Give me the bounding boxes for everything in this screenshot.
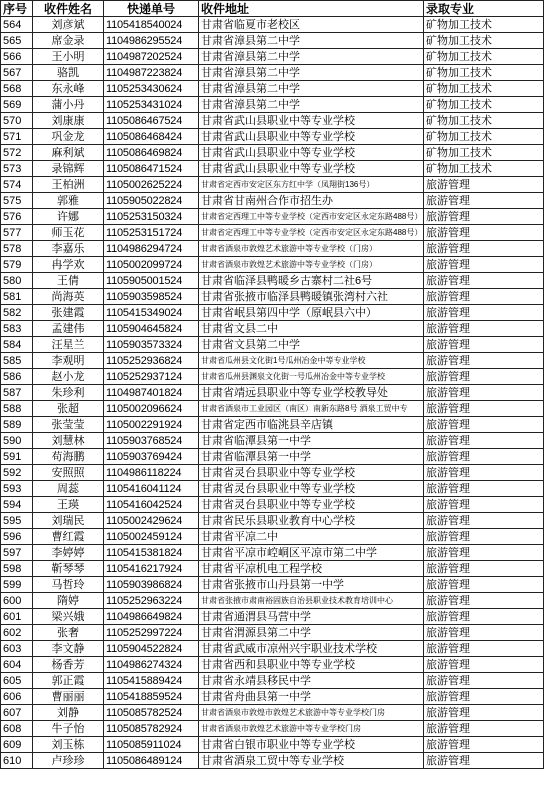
row-tracking-number: 1105415889424 bbox=[104, 673, 199, 689]
row-major: 旅游管理 bbox=[424, 625, 544, 641]
row-address: 甘肃省酒泉市敦煌艺术旅游中等专业学校（门房） bbox=[199, 241, 424, 257]
row-major: 旅游管理 bbox=[424, 465, 544, 481]
row-name: 张建霞 bbox=[33, 305, 104, 321]
table-row bbox=[1, 737, 544, 753]
row-seq: 585 bbox=[1, 353, 33, 369]
row-address: 甘肃省张掖市肃南裕固族自治县职业技术教育培训中心 bbox=[199, 593, 424, 609]
row-tracking-number: 1104986295524 bbox=[104, 33, 199, 49]
row-seq: 608 bbox=[1, 721, 33, 737]
table-row bbox=[1, 497, 544, 513]
row-seq: 572 bbox=[1, 145, 33, 161]
table-row bbox=[1, 433, 544, 449]
row-address: 甘肃省瓜州县渊泉文化街一号瓜州冶金中等专业学校 bbox=[199, 369, 424, 385]
row-seq: 581 bbox=[1, 289, 33, 305]
row-major: 旅游管理 bbox=[424, 257, 544, 273]
row-major: 旅游管理 bbox=[424, 577, 544, 593]
row-name: 孟建伟 bbox=[33, 321, 104, 337]
table-row bbox=[1, 657, 544, 673]
row-address: 甘肃省张掖市临泽县鸭暖镇张湾村六社 bbox=[199, 289, 424, 305]
row-seq: 564 bbox=[1, 17, 33, 33]
row-tracking-number: 1105253150324 bbox=[104, 209, 199, 225]
row-address: 甘肃省定西理工中等专业学校（定西市安定区永定东路488号） bbox=[199, 225, 424, 241]
row-name: 刘康康 bbox=[33, 113, 104, 129]
row-address: 甘肃省通渭县马营中学 bbox=[199, 609, 424, 625]
row-seq: 601 bbox=[1, 609, 33, 625]
row-tracking-number: 1105002291924 bbox=[104, 417, 199, 433]
row-tracking-number: 1105903769424 bbox=[104, 449, 199, 465]
row-major: 矿物加工技术 bbox=[424, 113, 544, 129]
row-tracking-number: 1105002096624 bbox=[104, 401, 199, 417]
row-address: 甘肃省酒泉市工业园区（南区）南新东路8号 酒泉工贸中专 bbox=[199, 401, 424, 417]
row-name: 杨香芳 bbox=[33, 657, 104, 673]
row-major: 旅游管理 bbox=[424, 369, 544, 385]
row-major: 旅游管理 bbox=[424, 673, 544, 689]
row-address: 甘肃省武山县职业中等专业学校 bbox=[199, 145, 424, 161]
row-tracking-number: 1105252997224 bbox=[104, 625, 199, 641]
row-address: 甘肃省漳县第二中学 bbox=[199, 97, 424, 113]
row-seq: 575 bbox=[1, 193, 33, 209]
row-tracking-number: 1104986294724 bbox=[104, 241, 199, 257]
row-tracking-number: 1105086489124 bbox=[104, 753, 199, 769]
row-major: 矿物加工技术 bbox=[424, 81, 544, 97]
row-name: 苟海鹏 bbox=[33, 449, 104, 465]
row-tracking-number: 1105903768524 bbox=[104, 433, 199, 449]
row-seq: 582 bbox=[1, 305, 33, 321]
row-address: 甘肃省灵台县职业中等专业学校 bbox=[199, 497, 424, 513]
row-address: 甘肃省西和县职业中等专业学校 bbox=[199, 657, 424, 673]
row-tracking-number: 1105416041124 bbox=[104, 481, 199, 497]
row-tracking-number: 1105085782524 bbox=[104, 705, 199, 721]
row-major: 旅游管理 bbox=[424, 193, 544, 209]
row-address: 甘肃省舟曲县第一中学 bbox=[199, 689, 424, 705]
row-address: 甘肃省平凉机电工程学校 bbox=[199, 561, 424, 577]
row-major: 旅游管理 bbox=[424, 737, 544, 753]
table-row bbox=[1, 289, 544, 305]
row-major: 旅游管理 bbox=[424, 561, 544, 577]
table-row bbox=[1, 753, 544, 769]
row-name: 席金录 bbox=[33, 33, 104, 49]
row-tracking-number: 1105905022824 bbox=[104, 193, 199, 209]
row-address: 甘肃省武威市凉州兴宇职业技术学校 bbox=[199, 641, 424, 657]
row-major: 旅游管理 bbox=[424, 209, 544, 225]
row-name: 师玉花 bbox=[33, 225, 104, 241]
row-seq: 602 bbox=[1, 625, 33, 641]
row-name: 赵小龙 bbox=[33, 369, 104, 385]
row-tracking-number: 1105416217924 bbox=[104, 561, 199, 577]
row-major: 旅游管理 bbox=[424, 321, 544, 337]
table-row bbox=[1, 401, 544, 417]
table-row bbox=[1, 273, 544, 289]
row-name: 王倩 bbox=[33, 273, 104, 289]
row-name: 汪星兰 bbox=[33, 337, 104, 353]
row-tracking-number: 1105252963224 bbox=[104, 593, 199, 609]
row-seq: 607 bbox=[1, 705, 33, 721]
row-address: 甘肃省永靖县移民中学 bbox=[199, 673, 424, 689]
row-major: 矿物加工技术 bbox=[424, 161, 544, 177]
row-address: 甘肃省瓜州县文化街1号瓜州冶金中等专业学校 bbox=[199, 353, 424, 369]
row-major: 旅游管理 bbox=[424, 689, 544, 705]
row-name: 卢珍珍 bbox=[33, 753, 104, 769]
row-name: 牛子怡 bbox=[33, 721, 104, 737]
row-name: 刘玉栋 bbox=[33, 737, 104, 753]
header-tracking: 快递单号 bbox=[104, 1, 199, 17]
row-tracking-number: 1105253151724 bbox=[104, 225, 199, 241]
row-seq: 569 bbox=[1, 97, 33, 113]
table-row bbox=[1, 113, 544, 129]
row-major: 矿物加工技术 bbox=[424, 129, 544, 145]
row-major: 旅游管理 bbox=[424, 705, 544, 721]
row-major: 矿物加工技术 bbox=[424, 65, 544, 81]
table-row bbox=[1, 705, 544, 721]
table-row bbox=[1, 369, 544, 385]
row-major: 矿物加工技术 bbox=[424, 49, 544, 65]
table-row bbox=[1, 529, 544, 545]
table-row bbox=[1, 33, 544, 49]
row-seq: 604 bbox=[1, 657, 33, 673]
row-tracking-number: 1105085911024 bbox=[104, 737, 199, 753]
row-seq: 606 bbox=[1, 689, 33, 705]
row-tracking-number: 1105904645824 bbox=[104, 321, 199, 337]
row-seq: 576 bbox=[1, 209, 33, 225]
row-seq: 596 bbox=[1, 529, 33, 545]
row-major: 旅游管理 bbox=[424, 641, 544, 657]
row-seq: 592 bbox=[1, 465, 33, 481]
row-major: 旅游管理 bbox=[424, 721, 544, 737]
row-tracking-number: 1105903986824 bbox=[104, 577, 199, 593]
row-major: 旅游管理 bbox=[424, 353, 544, 369]
row-address: 甘肃省张掖市山丹县第一中学 bbox=[199, 577, 424, 593]
row-tracking-number: 1104986274324 bbox=[104, 657, 199, 673]
row-major: 旅游管理 bbox=[424, 417, 544, 433]
row-seq: 591 bbox=[1, 449, 33, 465]
row-tracking-number: 1105002429624 bbox=[104, 513, 199, 529]
row-tracking-number: 1105418859524 bbox=[104, 689, 199, 705]
table-row bbox=[1, 337, 544, 353]
row-name: 李婷婷 bbox=[33, 545, 104, 561]
row-major: 旅游管理 bbox=[424, 449, 544, 465]
row-name: 王瑛 bbox=[33, 497, 104, 513]
row-address: 甘肃省漳县第二中学 bbox=[199, 81, 424, 97]
row-tracking-number: 1105415349024 bbox=[104, 305, 199, 321]
row-address: 甘肃省岷县第四中学（原岷县六中） bbox=[199, 305, 424, 321]
row-tracking-number: 1104986118224 bbox=[104, 465, 199, 481]
row-seq: 578 bbox=[1, 241, 33, 257]
row-name: 梁兴娥 bbox=[33, 609, 104, 625]
header-seq: 序号 bbox=[1, 1, 33, 17]
row-major: 旅游管理 bbox=[424, 609, 544, 625]
table-row bbox=[1, 545, 544, 561]
row-address: 甘肃省文县第二中学 bbox=[199, 337, 424, 353]
table-row bbox=[1, 385, 544, 401]
row-address: 甘肃省灵台县职业中等专业学校 bbox=[199, 465, 424, 481]
row-tracking-number: 1105085782924 bbox=[104, 721, 199, 737]
row-name: 张莹莹 bbox=[33, 417, 104, 433]
table-row bbox=[1, 241, 544, 257]
row-name: 曹丽丽 bbox=[33, 689, 104, 705]
row-tracking-number: 1105416042524 bbox=[104, 497, 199, 513]
table-row bbox=[1, 609, 544, 625]
row-tracking-number: 1105903598524 bbox=[104, 289, 199, 305]
row-name: 刘瑞民 bbox=[33, 513, 104, 529]
row-name: 王小明 bbox=[33, 49, 104, 65]
row-tracking-number: 1105253430624 bbox=[104, 81, 199, 97]
row-seq: 589 bbox=[1, 417, 33, 433]
row-name: 周蕊 bbox=[33, 481, 104, 497]
row-tracking-number: 1104987401824 bbox=[104, 385, 199, 401]
row-name: 巩金龙 bbox=[33, 129, 104, 145]
row-name: 骆凯 bbox=[33, 65, 104, 81]
row-major: 旅游管理 bbox=[424, 241, 544, 257]
row-address: 甘肃省临潭县第一中学 bbox=[199, 449, 424, 465]
row-major: 旅游管理 bbox=[424, 753, 544, 769]
table-row bbox=[1, 161, 544, 177]
row-name: 靳琴琴 bbox=[33, 561, 104, 577]
row-seq: 580 bbox=[1, 273, 33, 289]
row-major: 矿物加工技术 bbox=[424, 33, 544, 49]
row-address: 甘肃省甘南州合作市招生办 bbox=[199, 193, 424, 209]
table-row bbox=[1, 561, 544, 577]
row-seq: 603 bbox=[1, 641, 33, 657]
row-address: 甘肃省渭源县第二中学 bbox=[199, 625, 424, 641]
row-seq: 594 bbox=[1, 497, 33, 513]
header-row bbox=[1, 1, 544, 17]
row-major: 旅游管理 bbox=[424, 401, 544, 417]
row-seq: 588 bbox=[1, 401, 33, 417]
row-seq: 567 bbox=[1, 65, 33, 81]
row-seq: 565 bbox=[1, 33, 33, 49]
row-major: 旅游管理 bbox=[424, 545, 544, 561]
row-name: 刘静 bbox=[33, 705, 104, 721]
header-address: 收件地址 bbox=[199, 1, 424, 17]
row-name: 录锦辉 bbox=[33, 161, 104, 177]
header-major: 录取专业 bbox=[424, 1, 544, 17]
row-tracking-number: 1105418540024 bbox=[104, 17, 199, 33]
row-name: 郭雅 bbox=[33, 193, 104, 209]
row-name: 李文静 bbox=[33, 641, 104, 657]
row-seq: 599 bbox=[1, 577, 33, 593]
table-row bbox=[1, 65, 544, 81]
row-seq: 609 bbox=[1, 737, 33, 753]
row-major: 旅游管理 bbox=[424, 289, 544, 305]
row-address: 甘肃省酒泉工贸中等专业学校 bbox=[199, 753, 424, 769]
table-row bbox=[1, 81, 544, 97]
row-major: 旅游管理 bbox=[424, 657, 544, 673]
row-address: 甘肃省酒泉市敦煌市敦煌艺术旅游中等专业学校门房 bbox=[199, 705, 424, 721]
table-row bbox=[1, 321, 544, 337]
row-seq: 600 bbox=[1, 593, 33, 609]
row-tracking-number: 1105002099724 bbox=[104, 257, 199, 273]
row-seq: 583 bbox=[1, 321, 33, 337]
table-row bbox=[1, 465, 544, 481]
row-name: 尚海英 bbox=[33, 289, 104, 305]
row-address: 甘肃省文县二中 bbox=[199, 321, 424, 337]
table-row bbox=[1, 97, 544, 113]
row-name: 安照照 bbox=[33, 465, 104, 481]
row-major: 矿物加工技术 bbox=[424, 145, 544, 161]
row-address: 甘肃省定西理工中等专业学校（定西市安定区永定东路488号） bbox=[199, 209, 424, 225]
row-major: 旅游管理 bbox=[424, 497, 544, 513]
table-row bbox=[1, 593, 544, 609]
row-name: 刘慧林 bbox=[33, 433, 104, 449]
row-seq: 568 bbox=[1, 81, 33, 97]
row-name: 张超 bbox=[33, 401, 104, 417]
table-row bbox=[1, 577, 544, 593]
row-seq: 598 bbox=[1, 561, 33, 577]
row-seq: 586 bbox=[1, 369, 33, 385]
table-row bbox=[1, 417, 544, 433]
row-seq: 579 bbox=[1, 257, 33, 273]
row-address: 甘肃省酒泉市敦煌艺术旅游中等专业学校门房 bbox=[199, 721, 424, 737]
row-tracking-number: 1105086467524 bbox=[104, 113, 199, 129]
table-row bbox=[1, 209, 544, 225]
row-tracking-number: 1104987202524 bbox=[104, 49, 199, 65]
row-address: 甘肃省武山县职业中等专业学校 bbox=[199, 113, 424, 129]
row-tracking-number: 1105905001524 bbox=[104, 273, 199, 289]
row-address: 甘肃省漳县第二中学 bbox=[199, 65, 424, 81]
row-name: 朱珍利 bbox=[33, 385, 104, 401]
row-seq: 587 bbox=[1, 385, 33, 401]
row-address: 甘肃省临夏市老校区 bbox=[199, 17, 424, 33]
table-row bbox=[1, 257, 544, 273]
header-name: 收件姓名 bbox=[33, 1, 104, 17]
row-major: 旅游管理 bbox=[424, 433, 544, 449]
row-major: 旅游管理 bbox=[424, 177, 544, 193]
table-row bbox=[1, 449, 544, 465]
table-row bbox=[1, 177, 544, 193]
row-major: 旅游管理 bbox=[424, 593, 544, 609]
row-address: 甘肃省平凉市崆峒区平凉市第二中学 bbox=[199, 545, 424, 561]
table-row bbox=[1, 225, 544, 241]
row-tracking-number: 1105002625224 bbox=[104, 177, 199, 193]
row-seq: 577 bbox=[1, 225, 33, 241]
row-name: 王柏洲 bbox=[33, 177, 104, 193]
row-seq: 571 bbox=[1, 129, 33, 145]
table-row bbox=[1, 625, 544, 641]
table-row bbox=[1, 305, 544, 321]
row-major: 旅游管理 bbox=[424, 337, 544, 353]
row-major: 矿物加工技术 bbox=[424, 17, 544, 33]
row-address: 甘肃省民乐县职业教育中心学校 bbox=[199, 513, 424, 529]
row-tracking-number: 1105002459124 bbox=[104, 529, 199, 545]
row-seq: 593 bbox=[1, 481, 33, 497]
row-address: 甘肃省定西市临洮县辛店镇 bbox=[199, 417, 424, 433]
row-address: 甘肃省临潭县第一中学 bbox=[199, 433, 424, 449]
row-address: 甘肃省酒泉市敦煌艺术旅游中等专业学校（门房） bbox=[199, 257, 424, 273]
row-address: 甘肃省定西市安定区东方红中学（凤翔街136号） bbox=[199, 177, 424, 193]
table-row bbox=[1, 129, 544, 145]
table-row bbox=[1, 721, 544, 737]
row-name: 李嘉乐 bbox=[33, 241, 104, 257]
row-name: 隋婷 bbox=[33, 593, 104, 609]
row-name: 冉学欢 bbox=[33, 257, 104, 273]
row-major: 旅游管理 bbox=[424, 513, 544, 529]
row-name: 郭正霞 bbox=[33, 673, 104, 689]
row-seq: 605 bbox=[1, 673, 33, 689]
table-row bbox=[1, 193, 544, 209]
row-address: 甘肃省灵台县职业中等专业学校 bbox=[199, 481, 424, 497]
table-row bbox=[1, 353, 544, 369]
row-tracking-number: 1105086469824 bbox=[104, 145, 199, 161]
row-address: 甘肃省平凉二中 bbox=[199, 529, 424, 545]
row-address: 甘肃省漳县第二中学 bbox=[199, 33, 424, 49]
row-address: 甘肃省临泽县鸭暖乡古寨村二社6号 bbox=[199, 273, 424, 289]
row-tracking-number: 1105252937124 bbox=[104, 369, 199, 385]
row-major: 旅游管理 bbox=[424, 305, 544, 321]
row-major: 旅游管理 bbox=[424, 273, 544, 289]
row-name: 许娜 bbox=[33, 209, 104, 225]
row-major: 旅游管理 bbox=[424, 481, 544, 497]
row-seq: 573 bbox=[1, 161, 33, 177]
row-tracking-number: 1105086471524 bbox=[104, 161, 199, 177]
table-row bbox=[1, 17, 544, 33]
table-row bbox=[1, 641, 544, 657]
row-tracking-number: 1104986649824 bbox=[104, 609, 199, 625]
table-row bbox=[1, 673, 544, 689]
row-seq: 590 bbox=[1, 433, 33, 449]
table-row bbox=[1, 481, 544, 497]
row-tracking-number: 1105903573324 bbox=[104, 337, 199, 353]
row-name: 曹红霞 bbox=[33, 529, 104, 545]
row-name: 东永峰 bbox=[33, 81, 104, 97]
row-name: 李观明 bbox=[33, 353, 104, 369]
row-major: 旅游管理 bbox=[424, 385, 544, 401]
row-seq: 570 bbox=[1, 113, 33, 129]
row-name: 马哲玲 bbox=[33, 577, 104, 593]
row-tracking-number: 1105904522824 bbox=[104, 641, 199, 657]
row-seq: 566 bbox=[1, 49, 33, 65]
table-row bbox=[1, 145, 544, 161]
row-tracking-number: 1105086468424 bbox=[104, 129, 199, 145]
row-tracking-number: 1105253431024 bbox=[104, 97, 199, 113]
row-major: 旅游管理 bbox=[424, 529, 544, 545]
row-seq: 610 bbox=[1, 753, 33, 769]
row-name: 蒲小丹 bbox=[33, 97, 104, 113]
row-seq: 584 bbox=[1, 337, 33, 353]
table-row bbox=[1, 513, 544, 529]
row-major: 矿物加工技术 bbox=[424, 97, 544, 113]
table-row bbox=[1, 689, 544, 705]
row-seq: 597 bbox=[1, 545, 33, 561]
row-tracking-number: 1105415381824 bbox=[104, 545, 199, 561]
row-address: 甘肃省靖远县职业中等专业学校教导处 bbox=[199, 385, 424, 401]
row-seq: 595 bbox=[1, 513, 33, 529]
row-address: 甘肃省武山县职业中等专业学校 bbox=[199, 161, 424, 177]
row-address: 甘肃省白银市职业中等专业学校 bbox=[199, 737, 424, 753]
row-address: 甘肃省武山县职业中等专业学校 bbox=[199, 129, 424, 145]
row-major: 旅游管理 bbox=[424, 225, 544, 241]
table-row bbox=[1, 49, 544, 65]
row-tracking-number: 1104987223824 bbox=[104, 65, 199, 81]
row-name: 张奢 bbox=[33, 625, 104, 641]
row-tracking-number: 1105252936824 bbox=[104, 353, 199, 369]
row-name: 刘彦斌 bbox=[33, 17, 104, 33]
row-address: 甘肃省漳县第二中学 bbox=[199, 49, 424, 65]
row-seq: 574 bbox=[1, 177, 33, 193]
row-name: 麻利斌 bbox=[33, 145, 104, 161]
